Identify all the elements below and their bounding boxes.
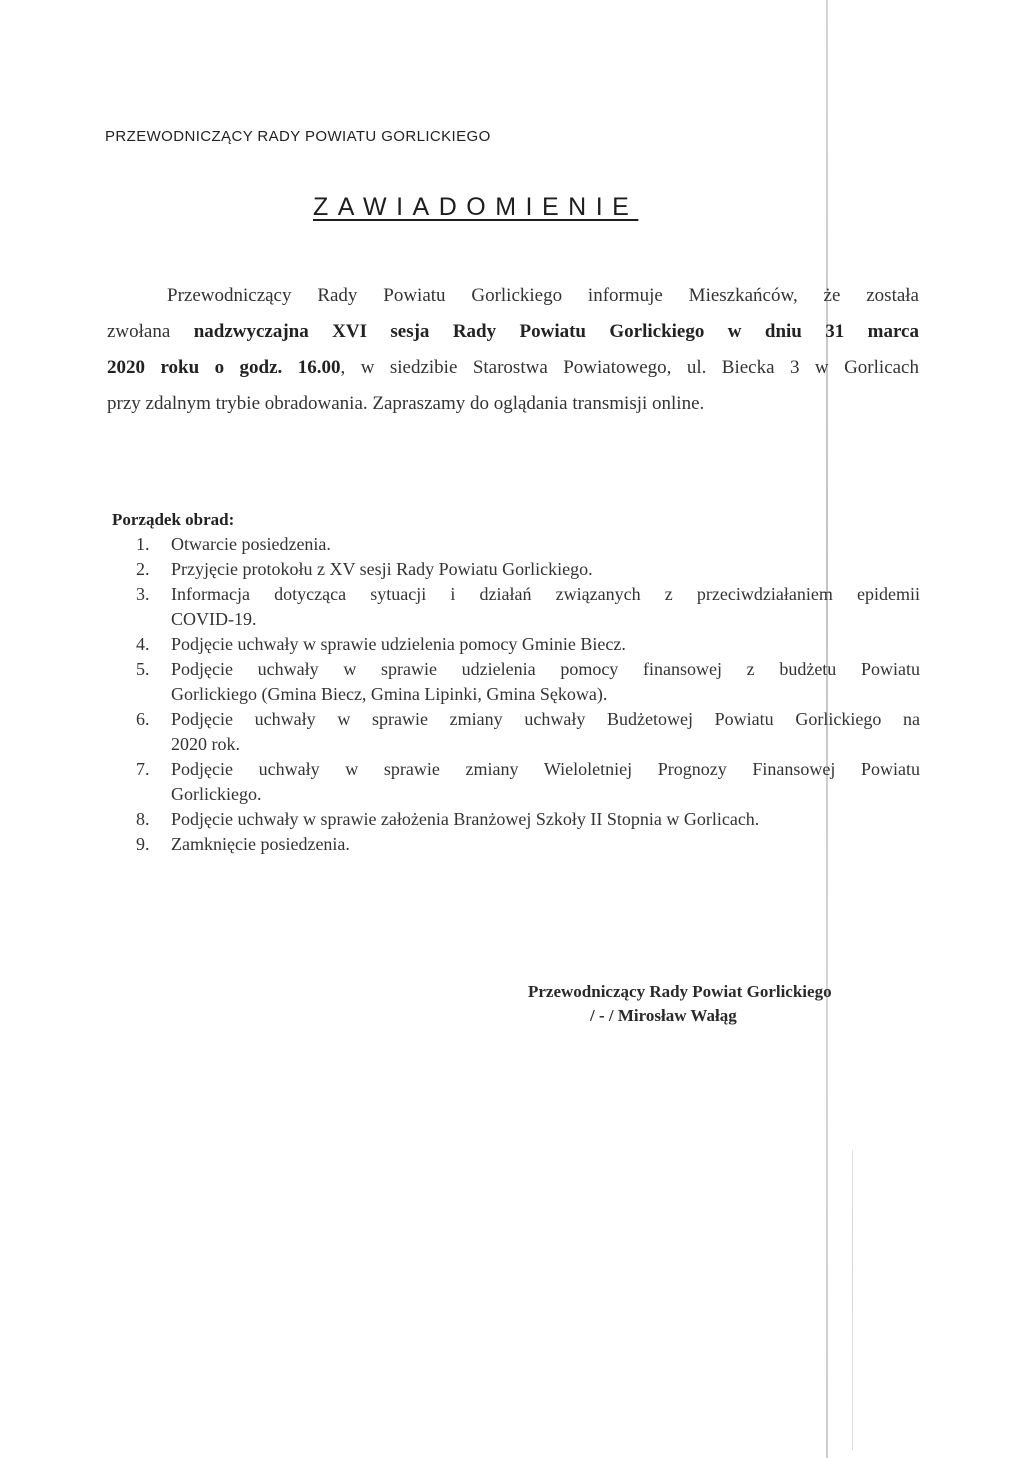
agenda-item-text: Przyjęcie protokołu z XV sesji Rady Powiatu Gorlickiego. bbox=[171, 559, 593, 579]
agenda-item bbox=[130, 707, 920, 757]
notice-line-3-text: , w siedzibie Starostwa Powiatowego, ul. Biecka 3 w Gorlicach bbox=[340, 357, 919, 378]
agenda-item-number: 3. bbox=[136, 584, 150, 604]
agenda-list bbox=[130, 532, 920, 857]
agenda-item-number: 1. bbox=[136, 534, 150, 554]
notice-line-1 bbox=[107, 278, 919, 314]
session-date-time: 2020 roku o godz. 16.00 bbox=[107, 357, 341, 378]
agenda-item-number: 9. bbox=[136, 834, 150, 854]
agenda-item-text: Podjęcie uchwały w sprawie zmiany Wieloletniej Prognozy Finansowej Powiatu bbox=[171, 759, 920, 779]
notice-line-2 bbox=[107, 314, 919, 350]
agenda-item-text: Podjęcie uchwały w sprawie udzielenia pomocy Gminie Biecz. bbox=[171, 634, 626, 654]
agenda-item-text: Informacja dotycząca sytuacji i działań związanych z przeciwdziałaniem epidemii bbox=[171, 584, 920, 604]
notice-paragraph bbox=[107, 278, 919, 422]
agenda-item bbox=[130, 807, 920, 832]
session-announcement: nadzwyczajna XVI sesja Rady Powiatu Gorlickiego w dniu 31 marca bbox=[193, 321, 919, 342]
signature-name: / - / Mirosław Wałąg bbox=[590, 1006, 737, 1025]
agenda-item-text: Gorlickiego. bbox=[171, 784, 262, 804]
agenda-item bbox=[130, 657, 920, 707]
agenda-item-number: 6. bbox=[136, 709, 150, 729]
agenda-item bbox=[130, 532, 920, 557]
scan-edge-line-secondary bbox=[852, 1150, 853, 1450]
signature-block bbox=[528, 980, 832, 1028]
agenda-item-text: Podjęcie uchwały w sprawie założenia Branżowej Szkoły II Stopnia w Gorlicach. bbox=[171, 809, 760, 829]
agenda-item-number: 2. bbox=[136, 559, 150, 579]
agenda-item-number: 5. bbox=[136, 659, 150, 679]
notice-line-1-text: Przewodniczący Rady Powiatu Gorlickiego informuje Mieszkańców, że została bbox=[167, 285, 919, 306]
agenda-item bbox=[130, 557, 920, 582]
agenda-item-text: Zamknięcie posiedzenia. bbox=[171, 834, 350, 854]
agenda-item-text: Podjęcie uchwały w sprawie udzielenia pomocy finansowej z budżetu Powiatu bbox=[171, 659, 920, 679]
agenda-item-text: Podjęcie uchwały w sprawie zmiany uchwały Budżetowej Powiatu Gorlickiego na bbox=[171, 709, 920, 729]
agenda-item bbox=[130, 632, 920, 657]
agenda-item-text: COVID-19. bbox=[171, 609, 257, 629]
agenda-item-number: 7. bbox=[136, 759, 150, 779]
agenda-item-number: 4. bbox=[136, 634, 150, 654]
signature-role: Przewodniczący Rady Powiat Gorlickiego bbox=[528, 982, 832, 1001]
notice-line-4: przy zdalnym trybie obradowania. Zapraszamy do oglądania transmisji online. bbox=[107, 393, 705, 414]
document-title: ZAWIADOMIENIE bbox=[313, 193, 639, 221]
agenda-item-text: Gorlickiego (Gmina Biecz, Gmina Lipinki, Gmina Sękowa). bbox=[171, 684, 608, 704]
agenda-item bbox=[130, 832, 920, 857]
agenda-item-text: 2020 rok. bbox=[171, 734, 240, 754]
agenda-item bbox=[130, 582, 920, 632]
notice-line-2-text: zwołana bbox=[107, 321, 194, 342]
agenda-item-number: 8. bbox=[136, 809, 150, 829]
agenda-heading: Porządek obrad: bbox=[112, 510, 235, 529]
notice-line-3 bbox=[107, 350, 919, 386]
agenda-item bbox=[130, 757, 920, 807]
issuer-header: PRZEWODNICZĄCY RADY POWIATU GORLICKIEGO bbox=[105, 128, 491, 145]
agenda-item-text: Otwarcie posiedzenia. bbox=[171, 534, 331, 554]
